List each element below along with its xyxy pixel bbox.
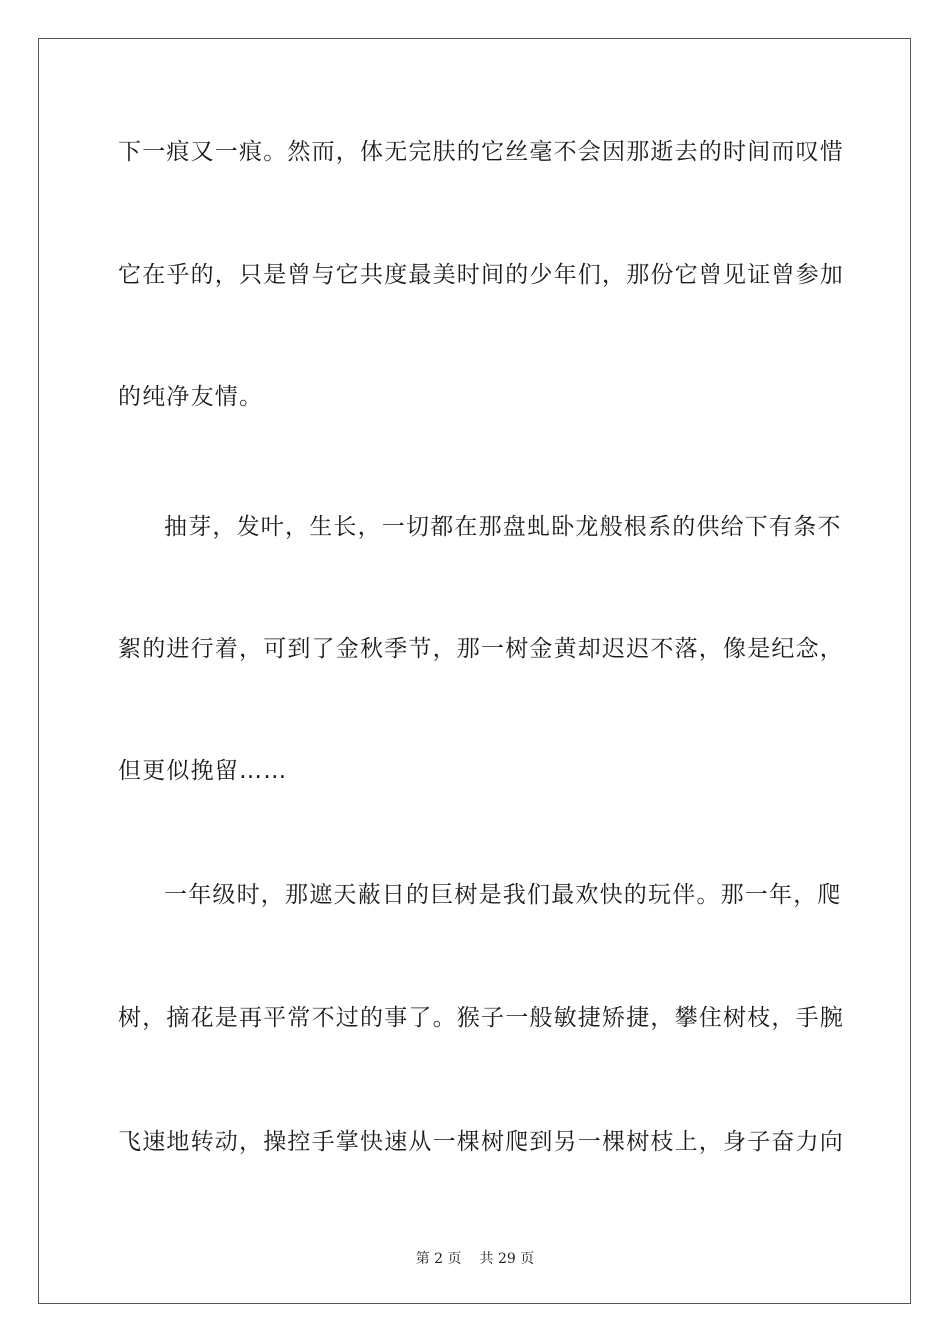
text-line: 的纯净友情。 [118, 384, 264, 410]
paragraph-first-line: 一年级时，那遮天蔽日的巨树是我们最欢快的玩伴。那一年，爬 [164, 882, 842, 908]
text-line: 絮的进行着，可到了金秋季节，那一树金黄却迟迟不落，像是纪念， [118, 636, 844, 662]
text-line: 飞速地转动，操控手掌快速从一棵树爬到另一棵树枝上，身子奋力向 [118, 1129, 844, 1155]
page-border [38, 38, 911, 1304]
text-line: 它在乎的，只是曾与它共度最美时间的少年们，那份它曾见证曾参加 [118, 262, 844, 288]
text-line: 下一痕又一痕。然而，体无完肤的它丝毫不会因那逝去的时间而叹惜 [118, 139, 844, 165]
page-footer [0, 1248, 950, 1268]
page-number: 第 2 页 [415, 1251, 462, 1267]
text-line: 但更似挽留…… [118, 758, 288, 784]
text-line: 树，摘花是再平常不过的事了。猴子一般敏捷矫捷，攀住树枝，手腕 [118, 1005, 844, 1031]
paragraph-first-line: 抽芽，发叶，生长，一切都在那盘虬卧龙般根系的供给下有条不 [164, 514, 842, 540]
page-total: 共 29 页 [479, 1251, 535, 1267]
